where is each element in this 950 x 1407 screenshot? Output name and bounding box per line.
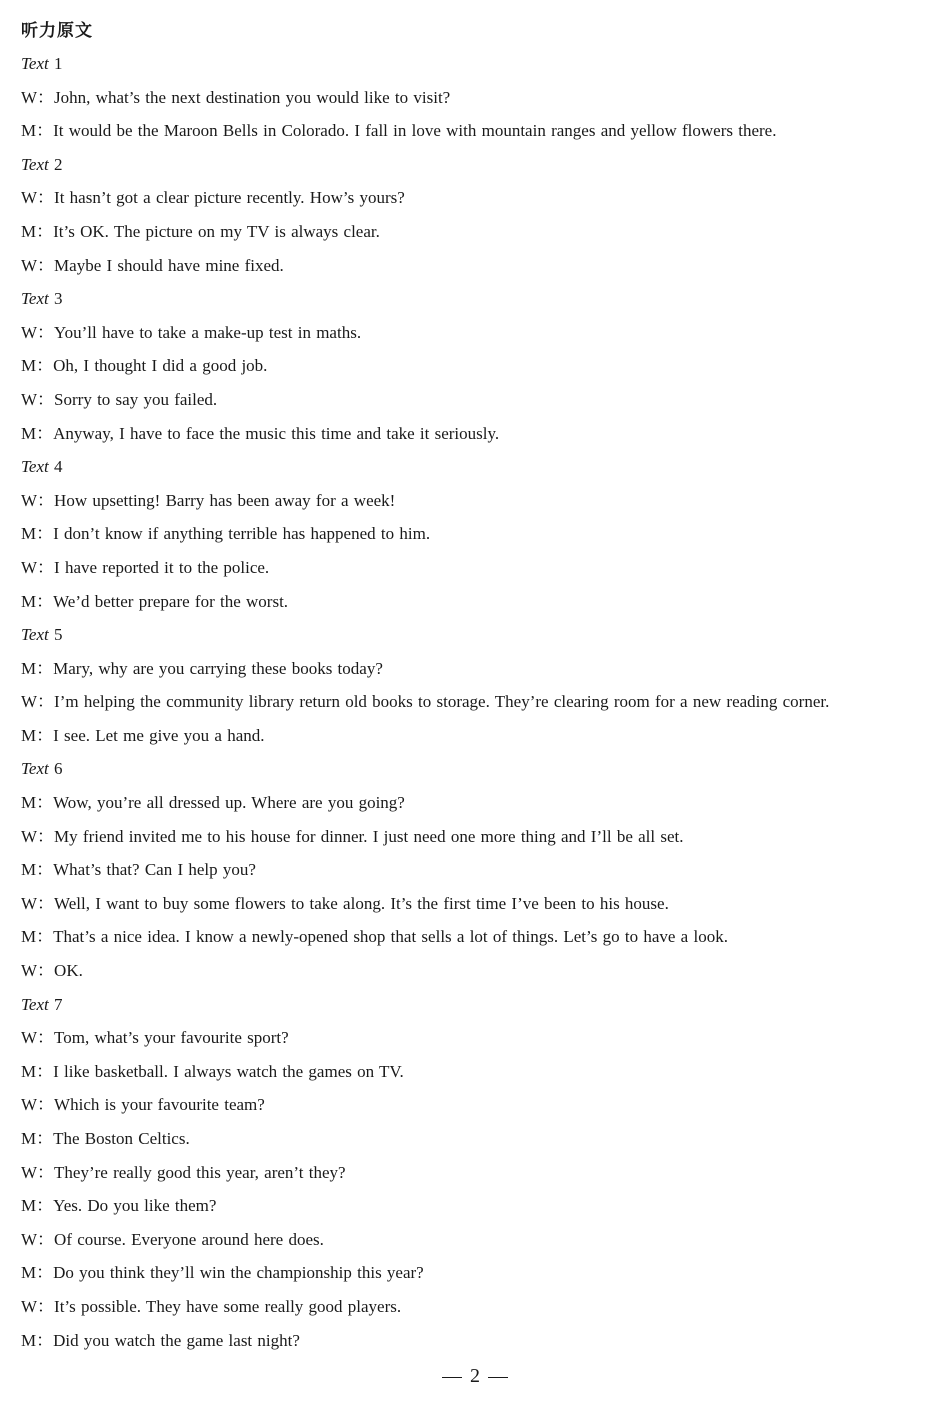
speaker-label: M： <box>21 356 54 376</box>
text-label-word: Text <box>21 457 49 477</box>
dialogue-text: John, what’s the next destination you would like to visit? <box>54 87 451 107</box>
text-section-label <box>21 153 931 187</box>
text-label-number: 4 <box>53 457 63 477</box>
dialogue-line <box>21 925 931 959</box>
dialogue-line <box>21 186 931 220</box>
dialogue-line <box>21 1295 931 1329</box>
text-section-label <box>21 52 931 86</box>
text-label-word: Text <box>21 625 49 645</box>
text-label-number: 2 <box>53 154 63 174</box>
text-label-word: Text <box>21 994 49 1014</box>
dialogue-text: That’s a nice idea. I know a newly-opened shop that sells a lot of things. Let’s go to have a look. <box>53 927 728 947</box>
speaker-label: W： <box>21 255 55 275</box>
dialogue-line <box>21 388 931 422</box>
dialogue-text: Oh, I thought I did a good job. <box>53 356 268 376</box>
speaker-label: M： <box>21 1263 54 1283</box>
speaker-label: W： <box>21 692 55 712</box>
speaker-label: W： <box>21 188 55 208</box>
dialogue-line <box>21 556 931 590</box>
speaker-label: M： <box>21 1061 54 1081</box>
dialogue-line <box>21 422 931 456</box>
speaker-label: M： <box>21 221 54 241</box>
dialogue-line <box>21 522 931 556</box>
dialogue-text: We’d better prepare for the worst. <box>53 591 289 611</box>
dialogue-line <box>21 254 931 288</box>
dialogue-line <box>21 825 931 859</box>
speaker-label: W： <box>21 826 55 846</box>
speaker-label: M： <box>21 1196 54 1216</box>
dialogue-line <box>21 657 931 691</box>
text-label-number: 3 <box>53 289 63 309</box>
dialogue-line <box>21 1060 931 1094</box>
text-label-number: 7 <box>53 994 63 1014</box>
dialogue-line <box>21 1026 931 1060</box>
dialogue-text: I’m helping the community library return old books to storage. They’re clearing room for a new reading corner. <box>54 692 830 712</box>
speaker-label: M： <box>21 524 54 544</box>
dialogue-line <box>21 1228 931 1262</box>
page-footer <box>0 1362 950 1390</box>
dialogue-line <box>21 1329 931 1363</box>
speaker-label: M： <box>21 725 54 745</box>
dialogue-text: Tom, what’s your favourite sport? <box>54 1028 289 1048</box>
speaker-label: M： <box>21 927 54 947</box>
dialogue-text: Of course. Everyone around here does. <box>54 1229 324 1249</box>
dialogue-text: Maybe I should have mine fixed. <box>54 255 284 275</box>
dialogue-text: Did you watch the game last night? <box>53 1330 300 1350</box>
dialogue-text: My friend invited me to his house for dinner. I just need one more thing and I’ll be all set. <box>54 826 684 846</box>
text-section-label <box>21 623 931 657</box>
text-section-label <box>21 757 931 791</box>
dialogue-text: Anyway, I have to face the music this time and take it seriously. <box>53 423 500 443</box>
dialogue-line <box>21 1161 931 1195</box>
dialogue-line <box>21 892 931 926</box>
text-section-label <box>21 455 931 489</box>
dialogue-text: Well, I want to buy some flowers to take along. It’s the first time I’ve been to his house. <box>54 893 669 913</box>
dialogue-text: You’ll have to take a make-up test in maths. <box>54 322 362 342</box>
text-label-word: Text <box>21 289 49 309</box>
dialogue-line <box>21 690 931 724</box>
speaker-label: W： <box>21 1162 55 1182</box>
dialogue-line <box>21 1194 931 1228</box>
speaker-label: M： <box>21 591 54 611</box>
speaker-label: W： <box>21 87 55 107</box>
section-heading: 听力原文 <box>21 21 93 41</box>
footer-dash-right <box>488 1377 508 1378</box>
footer-dash-left <box>442 1377 462 1378</box>
text-label-number: 6 <box>53 759 63 779</box>
text-label-number: 1 <box>53 54 63 73</box>
dialogue-line <box>21 724 931 758</box>
text-label-word: Text <box>21 54 49 73</box>
speaker-label: M： <box>21 423 54 443</box>
dialogue-text: Which is your favourite team? <box>54 1095 265 1115</box>
dialogue-text: Sorry to say you failed. <box>54 389 218 409</box>
speaker-label: W： <box>21 961 55 981</box>
speaker-label: M： <box>21 658 54 678</box>
dialogue-text: I don’t know if anything terrible has happened to him. <box>53 524 431 544</box>
text-section-label <box>21 287 931 321</box>
dialogue-text: I see. Let me give you a hand. <box>53 725 265 745</box>
speaker-label: W： <box>21 1095 55 1115</box>
dialogue-line <box>21 590 931 624</box>
speaker-label: W： <box>21 1229 55 1249</box>
dialogue-text: It’s possible. They have some really good players. <box>54 1296 402 1316</box>
speaker-label: M： <box>21 1330 54 1350</box>
dialogue-text: Yes. Do you like them? <box>53 1196 217 1216</box>
dialogue-text: It hasn’t got a clear picture recently. How’s yours? <box>54 188 405 208</box>
speaker-label: W： <box>21 557 55 577</box>
speaker-label: M： <box>21 121 54 141</box>
dialogue-text: How upsetting! Barry has been away for a week! <box>54 490 396 510</box>
dialogue-text: I have reported it to the police. <box>54 557 270 577</box>
speaker-label: M： <box>21 793 54 813</box>
speaker-label: M： <box>21 860 54 880</box>
dialogue-text: OK. <box>54 961 83 981</box>
speaker-label: W： <box>21 389 55 409</box>
speaker-label: M： <box>21 1129 54 1148</box>
page-number: 2 <box>470 1365 480 1387</box>
dialogue-text: They’re really good this year, aren’t they? <box>54 1162 346 1182</box>
dialogue-text: It’s OK. The picture on my TV is always clear. <box>53 221 380 241</box>
dialogue-line <box>21 489 931 523</box>
dialogue-text: Do you think they’ll win the championship this year? <box>53 1263 424 1283</box>
transcript-lines <box>21 52 931 1362</box>
dialogue-text: What’s that? Can I help you? <box>53 860 256 880</box>
text-label-word: Text <box>21 154 49 174</box>
text-label-number: 5 <box>53 625 63 645</box>
speaker-label: W： <box>21 893 55 913</box>
speaker-label: W： <box>21 490 55 510</box>
text-section-label <box>21 993 931 1027</box>
dialogue-line <box>21 858 931 892</box>
dialogue-line <box>21 321 931 355</box>
dialogue-line <box>21 354 931 388</box>
speaker-label: W： <box>21 1296 55 1316</box>
text-label-word: Text <box>21 759 49 779</box>
dialogue-line <box>21 1261 931 1295</box>
dialogue-line <box>21 1093 931 1127</box>
dialogue-line <box>21 1127 931 1161</box>
speaker-label: W： <box>21 322 55 342</box>
dialogue-text: Wow, you’re all dressed up. Where are you going? <box>53 793 405 813</box>
dialogue-text: It would be the Maroon Bells in Colorado. I fall in love with mountain ranges and yellow flowers there. <box>53 121 777 141</box>
dialogue-text: The Boston Celtics. <box>53 1129 190 1148</box>
speaker-label: W： <box>21 1028 55 1048</box>
dialogue-line <box>21 791 931 825</box>
dialogue-line <box>21 959 931 993</box>
dialogue-line <box>21 119 931 153</box>
dialogue-text: I like basketball. I always watch the games on TV. <box>53 1061 404 1081</box>
dialogue-line <box>21 86 931 120</box>
dialogue-line <box>21 220 931 254</box>
dialogue-text: Mary, why are you carrying these books today? <box>53 658 383 678</box>
